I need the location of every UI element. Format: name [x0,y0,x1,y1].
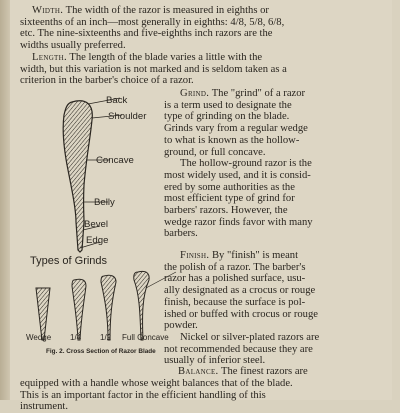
length-paragraph [20,52,378,87]
finish-line-7: powder. [164,320,198,332]
finish-line-1: By "finish" is meant [211,250,299,261]
grind-line-5: to what is known as the hollow- [164,134,300,146]
finish-line-5: finish, because the surface is pol- [164,296,306,308]
width-line-1: The width of the razor is measured in eighths or [65,5,269,16]
width-line-3: etc. The nine-sixteenths and five-eighths inch razors are the [20,28,273,40]
grind-line-7: The hollow-ground razor is the [180,158,312,170]
grind-heading: Grind. [180,88,210,99]
label-belly: Belly [94,197,115,208]
figure-caption: Fig. 2. Cross Section of Razor Blade [46,348,156,355]
book-binding-shadow [0,0,10,400]
length-line-2: width, but this variation is not marked and is seldom taken as a [20,63,287,75]
balance-line-1: The finest razors are [220,366,308,377]
width-line-2: sixteenths of an inch—most generally in eighths: 4/8, 5/8, 6/8, [20,16,285,28]
width-line-4: widths usually preferred. [20,39,126,51]
finish-line-4: ally designated as a crocus or rouge [164,285,316,297]
finish-line-8: Nickel or silver-plated razors are [180,331,320,343]
grind-line-13: barbers. [164,228,198,240]
grind-half [101,275,116,340]
label-concave: Concave [96,155,134,166]
grinds-title: Types of Grinds [30,255,108,267]
balance-line-2: equipped with a handle whose weight balances that of the blade. [20,377,293,389]
grind-label-half: 1/2 [100,333,112,342]
book-page [10,0,392,413]
grind-label-full-concave: Full Concave [122,333,169,342]
finish-line-10: usually of inferior steel. [164,355,266,367]
grind-line-11: barbers' razors. However, the [164,205,288,217]
balance-line-4: instrument. [20,401,68,413]
length-line-1: The length of the blade varies a little with the [69,52,263,63]
width-paragraph [20,5,378,51]
finish-line-2: the polish of a razor. The barber's [164,261,306,273]
grind-line-1: The "grind" of a razor [211,88,306,99]
grind-line-2: is a term used to designate the [164,99,292,111]
grind-line-6: ground, or full concave. [164,146,266,158]
grind-line-3: type of grinding on the blade. [164,111,290,123]
grind-line-4: Grinds vary from a regular wedge [164,123,308,135]
grind-label-quarter: 1/4 [70,333,82,342]
length-heading: Length. [32,52,67,63]
balance-paragraph [20,366,378,413]
label-back: Back [106,95,128,106]
label-bevel: Bevel [84,219,108,230]
width-heading: Width. [32,5,64,16]
grind-label-wedge: Wedge [26,333,52,342]
grind-line-12: wedge razor finds favor with many [164,216,313,228]
length-line-3: criterion in the barber's choice of a razor. [20,75,194,87]
grind-full-concave [134,271,149,340]
finish-line-6: ished or buffed with crocus or rouge [164,308,318,320]
grind-quarter [72,279,86,340]
grind-line-9: ered by some authorities as the [164,181,295,193]
grind-line-8: most widely used, and it is consid- [164,169,311,181]
finish-heading: Finish. [180,250,210,261]
label-edge: Edge [86,235,109,246]
grind-paragraph [164,88,378,240]
label-shoulder: Shoulder [108,111,147,122]
balance-line-3: This is an important factor in the efficient handling of this [20,389,266,401]
finish-line-9: not recommended because they are [164,343,313,355]
finish-line-3: razor has a polished surface, usu- [164,273,306,285]
balance-heading: Balance. [178,366,219,377]
grind-line-10: most efficient type of grind for [164,193,295,205]
